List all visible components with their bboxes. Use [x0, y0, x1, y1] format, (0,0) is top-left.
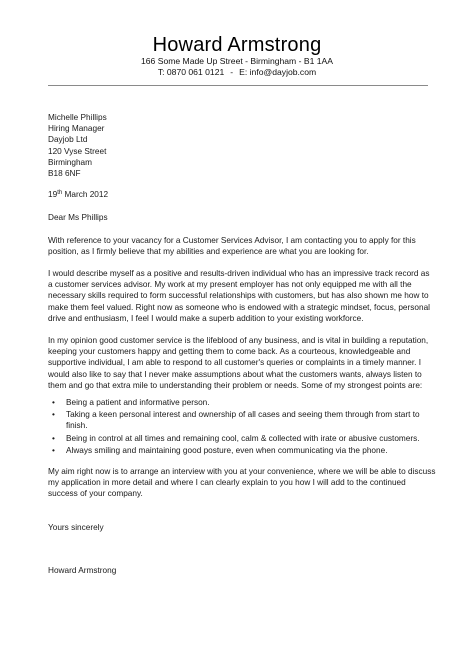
- contact-separator: -: [230, 67, 234, 77]
- letter-body: [48, 112, 436, 576]
- list-item: [48, 397, 436, 408]
- sender-name: Howard Armstrong: [152, 34, 322, 56]
- salutation: Dear Ms Phillips: [48, 213, 108, 223]
- list-item: [48, 445, 436, 456]
- strengths-list: [48, 397, 436, 456]
- paragraph-experience: I would describe myself as a positive and results-driven individual who has an impressive track record as a customer services advisor. My work at my present employer has not only equipped me with all the necessary skills required to form successful relationships with customers, but has also shown me how to make them feel valued. Right now as someone who is endowed with a strategic mindset, focus, personal drive and enthusiasm, I feel I would make a superb addition to your existing workforce.: [48, 269, 430, 323]
- bullet-icon: •: [52, 445, 55, 455]
- bullet-icon: •: [52, 433, 55, 443]
- list-item-text: Taking a keen personal interest and ownership of all cases and seeing them through from start to finish.: [66, 410, 420, 431]
- header-divider: [48, 85, 428, 86]
- letterhead: [0, 34, 474, 78]
- recipient-address: [48, 112, 436, 179]
- list-item-text: Being a patient and informative person.: [66, 398, 210, 408]
- list-item-text: Being in control at all times and remaining cool, calm & collected with irate or abusive customers.: [66, 433, 420, 443]
- sender-telephone: T: 0870 061 0121: [157, 67, 225, 77]
- list-item: [48, 409, 436, 431]
- date-suffix: th: [57, 190, 63, 197]
- recipient-line: Hiring Manager: [48, 124, 105, 134]
- recipient-line: Birmingham: [48, 157, 93, 167]
- bullet-icon: •: [52, 398, 55, 408]
- paragraph-customer-service: In my opinion good customer service is the lifeblood of any business, and is vital in building a reputation, keeping your customers happy and getting them to come back. As a courteous, knowledgeable and supportive individual, I am able to respond to all customer's queries or complaints in a timely manner. I would also like to say that I never make assumptions about what the customers wants, always listen to them and go that extra mile to understanding their problem or needs. Some of my strongest points are:: [48, 336, 429, 390]
- sender-address: 166 Some Made Up Street - Birmingham - B1 1AA: [140, 56, 333, 66]
- letter-date: [48, 189, 436, 200]
- recipient-line: B18 6NF: [48, 169, 81, 179]
- sender-email: E: info@dayjob.com: [239, 67, 317, 77]
- date-month-year: March 2012: [64, 190, 109, 200]
- recipient-line: 120 Vyse Street: [48, 146, 107, 156]
- list-item: [48, 433, 436, 444]
- recipient-line: Michelle Phillips: [48, 113, 107, 122]
- bullet-icon: •: [52, 410, 55, 420]
- date-day: 19: [48, 190, 58, 200]
- signature-name: Howard Armstrong: [48, 565, 117, 575]
- paragraph-closing: My aim right now is to arrange an interview with you at your convenience, where we will be able to discuss my application in more detail and where I can clearly explain to you how I will add to the continued success of your company.: [48, 467, 436, 499]
- recipient-line: Dayjob Ltd: [48, 135, 88, 145]
- sender-contact: [0, 67, 474, 78]
- paragraph-intro: With reference to your vacancy for a Customer Services Advisor, I am contacting you to apply for this position, as I firmly believe that my abilities and experience are what you are looking for.: [48, 235, 416, 256]
- sign-off: Yours sincerely: [48, 522, 104, 532]
- list-item-text: Always smiling and maintaining good posture, even when communicating via the phone.: [66, 445, 388, 455]
